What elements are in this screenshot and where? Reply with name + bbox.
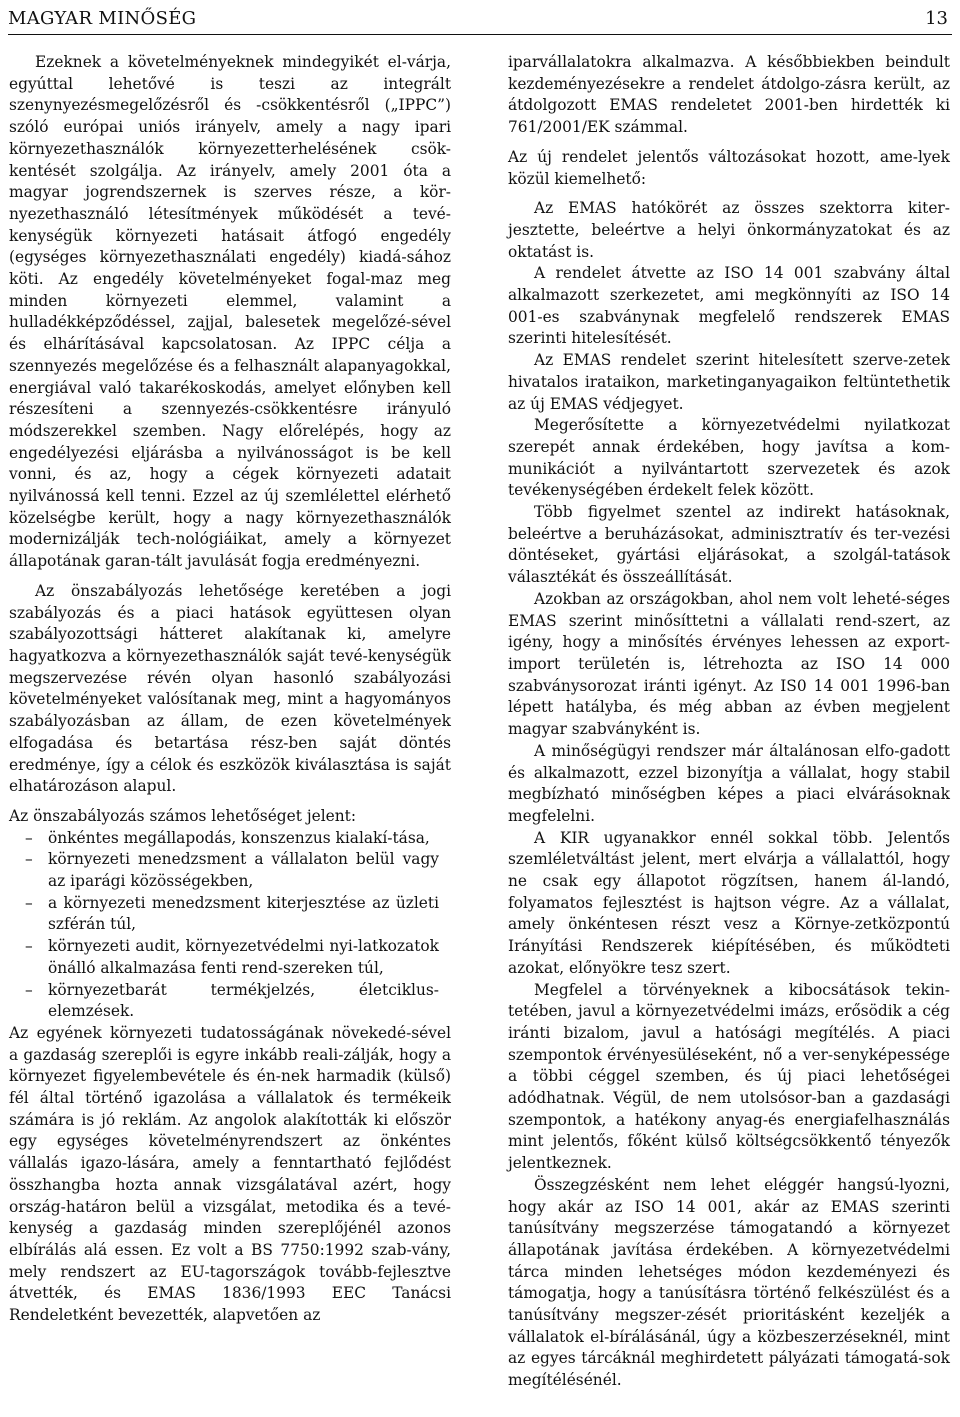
right-column [508, 52, 950, 1392]
list-intro: Az önszabályozás számos lehetőséget jelent: [9, 806, 357, 825]
dash-marker: – [25, 980, 33, 999]
left-column [9, 52, 451, 1327]
paragraph: Megfelel a törvényeknek a kibocsátások tekin-tetében, javul a környezetvédelmi imázs, erősödik a cég iránti bizalom, javul a hatósági megítélés. A piaci szempontok érvényesüléseként, nő a ver-senyképessége a többi céggel szemben, és új piaci lehetőségei adódhatnak. Végül, de nem utolsósor-ban a gazdasági szempontok, a hatékony anyag-és energiafelhasználás mint jelentős, főként külső költségcsökkentő tényezők jelentkeznek. [508, 980, 950, 1173]
list-item [9, 828, 451, 850]
list-item-text: környezeti audit, környezetvédelmi nyi-latkozatok önálló alkalmazása fenti rend-szereken túl, [48, 937, 439, 977]
paragraph: Összegzésként nem lehet eléggér hangsú-lyozni, hogy akár az ISO 14 001, akár az EMAS szerinti tanúsítvány megszerzése támogatandó a környezet állapotának javítása érdekében. A környezetvédelmi tárca minden lehetséges módon kezdeményezi és támogatja, hogy a tanúsításra történő felkészülést és a tanúsítvány megszer-zését prioritásként kezeljék a vállalatok el-bírálásánál, úgy a közbeszerzéseknél, mint az egyes tárcáknál meghirdetett pályázati támogatá-sok megítélésénél. [508, 1175, 950, 1390]
bullet-list [9, 828, 451, 1023]
paragraph: A minőségügyi rendszer már általánosan elfo-gadott és alkalmazott, ezzel bizonyítja a vállalat, hogy stabil megbízható minőségben képes a piaci elvárásoknak megfelelni. [508, 741, 950, 825]
paragraph: Az EMAS hatókörét az összes szektorra kiter-jesztette, beleértve a helyi önkormányzatokat és az oktatást is. [508, 199, 950, 261]
dash-marker: – [25, 937, 33, 956]
list-item-text: önkéntes megállapodás, konszenzus kialakí-tása, [48, 828, 430, 847]
paragraph: A rendelet átvette az ISO 14 001 szabvány által alkalmazott szerkezetet, ami megkönnyíti az ISO 14 001-es szabványnak megfelelő rendszerek EMAS szerinti hitelesítését. [508, 264, 950, 348]
paragraph: Az új rendelet jelentős változásokat hozott, ame-lyek közül kiemelhető: [508, 147, 950, 188]
paragraph: Ezeknek a követelményeknek mindegyikét el-várja, egyúttal lehetővé is teszi az integrált szenynyezésmegelőzésről és -csökkentésről („IPPC”) szóló európai uniós irányelv, amely a nagy ipari környezethasználók környezetterhelésének csök-kentését szolgálja. Az irányelv, amely 2001 óta a magyar jogrendszernek is szerves része, a kör-nyezethasználó létesítmények működését a tevé-kenységük környezeti hatásait átfogó engedély (egységes környezethasználati engedély) kiadá-sához köti. Az engedély követelményeket fogal-maz meg minden környezeti elemmel, valamint a hulladékképződéssel, zajjal, balesetek megelőzé-sével és elhárításával kapcsolatosan. Az IPPC célja a szennyezés megelőzése és a felhasznált alapanyagokkal, energiával való takarékoskodás, amelyet előnyben kell részesíteni a szennyezés-csökkentésre irányuló módszerekkel szemben. Nagy előrelépés, hogy az engedélyezési eljárásba a nyilvánosságot is be kell vonni, és az, hogy a cégek környezeti adatait nyilvánossá kell tenni. Ezzel az új szemlélettel elérhető közelségbe került, hogy a nagy környezethasználók modernizálják tech-nológiáikat, amely a környezet állapotának garan-tált javulását fogja eredményezni. [9, 53, 451, 571]
journal-title: MAGYAR MINŐSÉG [8, 8, 197, 29]
list-item [9, 849, 451, 892]
paragraph: Az önszabályozás lehetősége keretében a jogi szabályozás és a piaci hatások együttesen olyan szabályozottsági hátteret alakítanak ki, amelyre hagyatkozva a környezethasználók saját tevé-kenységük megszervezése révén olyan hasonló szabályozási követelményeket valósítanak meg, mint a hagyományos szabályozásban az állam, de ezen követelmények elfogadása és betartása rész-ben saját döntés eredménye, így a célok és eszközök kiválasztása is saját elhatározáson alapul. [9, 581, 451, 796]
paragraph: Az egyének környezeti tudatosságának növekedé-sével a gazdaság szereplői is egyre inkább reali-zálják, hogy a környezet figyelembevétele és én-nek harmadik (külső) fél által történő igazolása a vállalatok és termékeik számára is jó reklám. Az angolok alakították ki először egy egységes követelményrendszert az önkéntes vállalás igazo-lására, amely a fenntartható fejlődést összhangba hozta annak vizsgálatával azért, hogy ország-határon belül a vizsgálat, metodika és a tevé-kenység a gazdaság minden szereplőjénél azonos elbírálás alá essen. Ez volt a BS 7750:1992 szab-vány, mely rendszert az EU-tagországok tovább-fejlesztve átvették, és EMAS 1836/1993 EEC Tanácsi Rendeletként bevezették, alapvetően az [9, 1023, 451, 1325]
dash-marker: – [25, 893, 33, 912]
list-item [9, 936, 451, 979]
paragraph: Megerősítette a környezetvédelmi nyilatkozat szerepét annak érdekében, hogy javítsa a kom-munikációt a nyilvántartott szervezetek és azok tevékenységében érdekelt felek között. [508, 416, 950, 500]
dash-marker: – [25, 850, 33, 869]
list-item-text: környezeti menedzsment a vállalaton belül vagy az iparági közösségekben, [48, 850, 439, 891]
list-item-text: a környezeti menedzsment kiterjesztése az üzleti szférán túl, [48, 893, 439, 934]
list-item-text: környezetbarát termékjelzés, életciklus-elemzések. [48, 980, 439, 1021]
paragraph: Az EMAS rendelet szerint hitelesített szerve-zetek hivatalos irataikon, marketinganyagaikon feltüntethetik az új EMAS védjegyet. [508, 351, 950, 413]
paragraph: iparvállalatokra alkalmazva. A későbbiekben beindult kezdeményezésekre a rendelet átdolgo-zásra került, az átdolgozott EMAS rendeletet 2001-ben hirdették ki 761/2001/EK számmal. [508, 53, 950, 137]
page-number: 13 [925, 8, 948, 29]
list-item [9, 980, 451, 1023]
list-item [9, 893, 451, 936]
dash-marker: – [25, 828, 33, 847]
paragraph: A KIR ugyanakkor ennél sokkal több. Jelentős szemléletváltást jelent, mert elvárja a vállalattól, hogy ne csak egy állapotot rögzítsen, hanem ál-landó, folyamatos fejlesztést is hajtson végre. Az a vállalat, amely önkéntesen részt vesz a Környe-zetközpontú Irányítási Rendszerek kiépítésében, és működteti azokat, előnyökre tesz szert. [508, 828, 950, 977]
running-header [8, 4, 952, 35]
paragraph: Azokban az országokban, ahol nem volt leheté-séges EMAS szerint minősíttetni a vállalati rend-szert, az igény, hogy a minősítés érvényes lehessen az export-import területén is, létrehozta az ISO 14 000 szabványsorozat iránti igényt. Az IS0 14 001 1996-ban lépett hatályba, és még abban az évben megjelent magyar szabványként is. [508, 589, 950, 739]
paragraph: Több figyelmet szentel az indirekt hatásoknak, beleértve a beruházásokat, adminisztratív és ter-vezési döntéseket, gyártási eljárásokat, a szolgál-tatások választékát és összeállítását. [508, 503, 950, 587]
